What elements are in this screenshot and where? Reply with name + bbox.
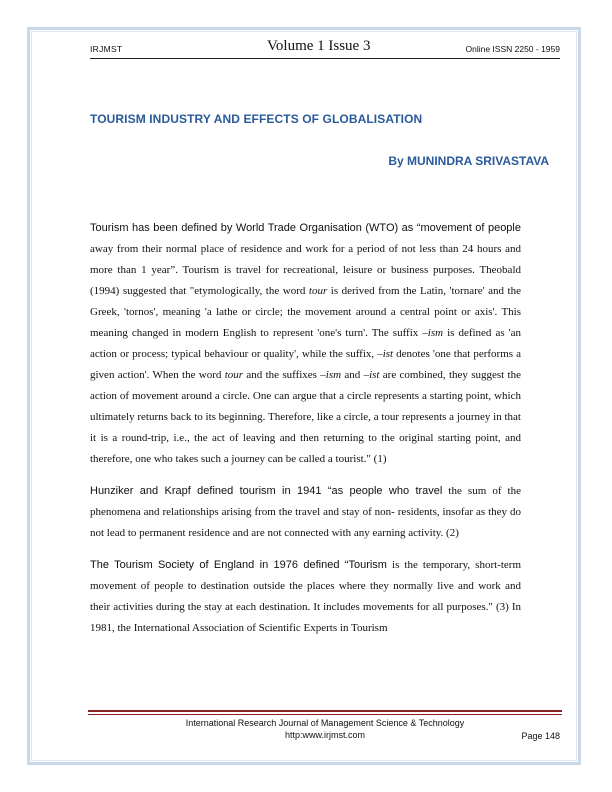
footer-rule-thin [88,714,562,715]
paragraph: The Tourism Society of England in 1976 defined “Tourism is the temporary, short-term movement of people to destination outside the places where they normally live and work and their activities during the stay at each destination. It includes movements for all purposes." (3) In 1981, the International Association of Scientific Experts in Tourism [90,559,521,634]
volume-issue: Volume 1 Issue 3 [267,38,371,54]
page-number: Page 148 [521,731,560,741]
header-rule [90,58,560,59]
issn: Online ISSN 2250 - 1959 [465,44,560,54]
paragraph: Hunziker and Krapf defined tourism in 1941 “as people who travel the sum of the phenomena and relationships arising from the travel and stay of non- residents, insofar as they do not lead to permanent residence and are not connected with any earning activity. (2) [90,485,521,539]
running-header [90,38,560,58]
footer-rule-thick [88,710,562,712]
article-author: By MUNINDRA SRIVASTAVA [388,154,549,168]
paragraph: Tourism has been defined by World Trade Organisation (WTO) as “movement of people away from their normal place of residence and work for a period of not less than 24 hours and more than 1 year”. Tourism is travel for recreational, leisure or business purposes. Theobald (1994) suggested that "etymologically, the word tour is derived from the Latin, 'tornare' and the Greek, 'tornos', meaning 'a lathe or circle; the movement around a central point or axis'. This meaning changed in modern English to represent 'one's turn'. The suffix –ism is defined as 'an action or process; typical behaviour or quality', while the suffix, –ist denotes 'one that performs a given action'. When the word tour and the suffixes –ism and –ist are combined, they suggest the action of movement around a circle. One can argue that a circle represents a starting point, which ultimately returns back to its beginning. Therefore, like a circle, a tour represents a journey in that it is a round-trip, i.e., the act of leaving and then returning to the original starting point, and therefore, one who takes such a journey can be called a tourist." (1) [90,222,521,465]
journal-abbreviation: IRJMST [90,44,123,54]
article-body [90,218,521,639]
article-title: TOURISM INDUSTRY AND EFFECTS OF GLOBALISATION [90,112,423,126]
running-footer [90,718,560,740]
journal-url[interactable]: http:www.irjmst.com [284,730,365,740]
journal-name: International Research Journal of Management Science & Technology [185,718,465,728]
